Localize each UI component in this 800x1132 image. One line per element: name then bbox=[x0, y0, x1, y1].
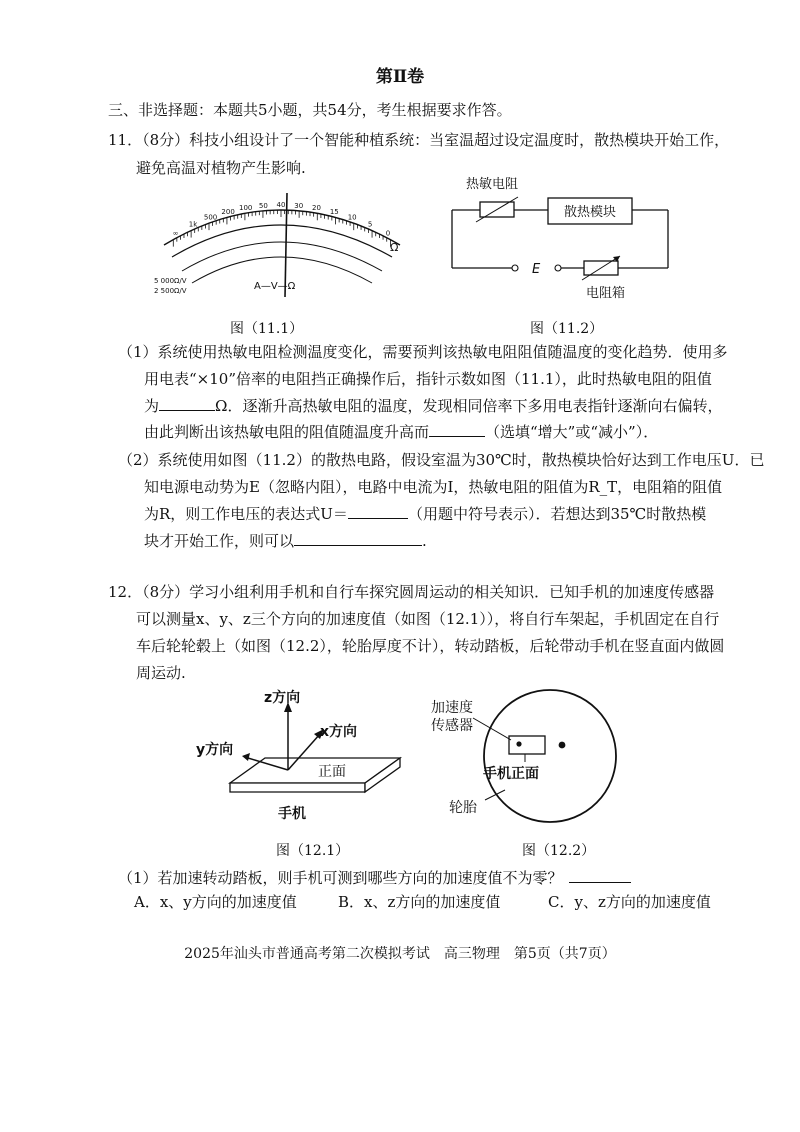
q12-option-b[interactable]: B．x、z方向的加速度值 bbox=[338, 893, 501, 911]
q11-p1-line3-prefix: 为 bbox=[144, 397, 160, 415]
wheel-hub bbox=[559, 742, 566, 749]
meter-scale-number: 100 bbox=[239, 204, 253, 213]
meter-omega: Ω bbox=[390, 241, 399, 254]
q12-stem-line3: 车后轮轮毂上（如图（12.2），轮胎厚度不计），转动踏板，后轮带动手机在竖直面内做圆 bbox=[136, 637, 725, 655]
meter-scale-number: 5 bbox=[367, 220, 373, 229]
y-axis-label: y方向 bbox=[196, 742, 234, 758]
meter-scale-number: 30 bbox=[294, 201, 304, 210]
phone-label: 手机 bbox=[278, 806, 306, 822]
q11-p2-line2: 知电源电动势为E（忽略内阻），电路中电流为I，热敏电阻的阻值为R_T，电阻箱的阻值 bbox=[144, 478, 723, 496]
q11-stem-line2: 避免高温对植物产生影响. bbox=[136, 159, 306, 177]
section-intro: 三、非选择题：本题共5小题，共54分，考生根据要求作答。 bbox=[108, 101, 512, 119]
source-label: E bbox=[532, 262, 541, 277]
rheostat-label: 电阻箱 bbox=[586, 286, 626, 301]
thermistor-label: 热敏电阻 bbox=[466, 177, 519, 192]
meter-scale-number: 0 bbox=[385, 229, 391, 238]
q11-p1-trend-blank[interactable] bbox=[429, 422, 485, 437]
phone-front-label: 正面 bbox=[318, 764, 346, 780]
x-axis-label: x方向 bbox=[320, 724, 358, 740]
q12-option-a[interactable]: A．x、y方向的加速度值 bbox=[134, 893, 297, 911]
q12-option-c[interactable]: C．y、z方向的加速度值 bbox=[548, 893, 711, 911]
multimeter-figure bbox=[150, 185, 410, 310]
cooling-module-label: 散热模块 bbox=[563, 205, 617, 220]
meter-left-label-1: 5 000Ω/V bbox=[154, 277, 187, 285]
meter-scale-number: 500 bbox=[203, 213, 218, 222]
sensor-label-1: 加速度 bbox=[431, 700, 473, 716]
z-axis-label: z方向 bbox=[264, 690, 301, 706]
wheel-figure bbox=[425, 688, 625, 833]
q11-p2-line3-prefix: 为R，则工作电压的表达式U＝ bbox=[144, 505, 348, 523]
source-terminal-right bbox=[555, 265, 561, 271]
meter-scale-number: 15 bbox=[329, 208, 339, 217]
q12-p1-answer-blank[interactable] bbox=[569, 868, 631, 883]
meter-scale-number: ∞ bbox=[172, 229, 179, 238]
meter-scale-number: 1k bbox=[188, 220, 198, 229]
q12-stem-line4: 周运动. bbox=[136, 664, 186, 682]
phone-front-label-wheel: 手机正面 bbox=[483, 766, 539, 782]
fig-11-1-caption: 图（11.1） bbox=[230, 321, 304, 337]
meter-scale-number: 40 bbox=[276, 201, 286, 209]
fig-12-1-caption: 图（12.1） bbox=[276, 843, 350, 859]
meter-center-label: A—V—Ω bbox=[254, 281, 296, 292]
q11-p2-line1: （2）系统使用如图（11.2）的散热电路，假设室温为30℃时，散热模块恰好达到工作电压U．已 bbox=[118, 451, 765, 469]
phone-on-wheel bbox=[509, 736, 545, 754]
q12-stem-line1: 12．（8分）学习小组利用手机和自行车探究圆周运动的相关知识．已知手机的加速度传感器 bbox=[108, 583, 715, 601]
wheel-rim bbox=[484, 690, 616, 822]
meter-left-label-2: 2 500Ω/V bbox=[154, 287, 187, 295]
q11-p2-line4-prefix: 块才开始工作，则可以 bbox=[144, 532, 295, 550]
q11-p1-line1: （1）系统使用热敏电阻检测温度变化，需要预判该热敏电阻阻值随温度的变化趋势．使用多 bbox=[118, 343, 728, 361]
q11-p1-line3-suffix: Ω．逐渐升高热敏电阻的温度，发现相同倍率下多用电表指针逐渐向右偏转， bbox=[215, 397, 723, 415]
source-terminal-left bbox=[512, 265, 518, 271]
q11-p2-voltage-blank[interactable] bbox=[348, 504, 408, 519]
circuit-figure bbox=[440, 172, 690, 312]
q11-stem-line1: 11．（8分）科技小组设计了一个智能种植系统：当室温超过设定温度时，散热模块开始工作， bbox=[108, 131, 730, 149]
section-title: 第Ⅱ卷 bbox=[375, 67, 425, 87]
phone-axes-figure bbox=[190, 688, 420, 828]
meter-scale-number: 20 bbox=[312, 204, 321, 213]
fig-12-2-caption: 图（12.2） bbox=[522, 843, 596, 859]
q11-p2-line3-suffix: （用题中符号表示）．若想达到35℃时散热模 bbox=[407, 505, 707, 523]
sensor-label-2: 传感器 bbox=[431, 718, 473, 734]
fig-11-2-caption: 图（11.2） bbox=[530, 321, 604, 337]
meter-scale-number: 10 bbox=[347, 213, 357, 222]
q11-p2-line4-suffix: . bbox=[422, 532, 427, 550]
q11-p1-answer-blank[interactable] bbox=[159, 396, 215, 411]
tire-label: 轮胎 bbox=[449, 800, 477, 816]
q12-stem-line2: 可以测量x、y、z三个方向的加速度值（如图（12.1）），将自行车架起，手机固定在自行 bbox=[136, 610, 720, 628]
meter-scale-number: 50 bbox=[258, 201, 268, 210]
q11-p1-line2: 用电表“×10”倍率的电阻挡正确操作后，指针示数如图（11.1），此时热敏电阻的阻值 bbox=[144, 370, 712, 388]
page-footer: 2025年汕头市普通高考第二次模拟考试 高三物理 第5页（共7页） bbox=[184, 946, 616, 962]
q12-p1-text: （1）若加速转动踏板，则手机可测到哪些方向的加速度值不为零？ bbox=[118, 869, 563, 887]
meter-scale-number: 200 bbox=[221, 208, 235, 217]
q11-p1-line4-suffix: （选填“增大”或“减小”）． bbox=[485, 423, 659, 441]
q11-p2-method-blank[interactable] bbox=[294, 531, 422, 546]
q11-p1-line4-prefix: 由此判断出该热敏电阻的阻值随温度升高而 bbox=[144, 423, 430, 441]
